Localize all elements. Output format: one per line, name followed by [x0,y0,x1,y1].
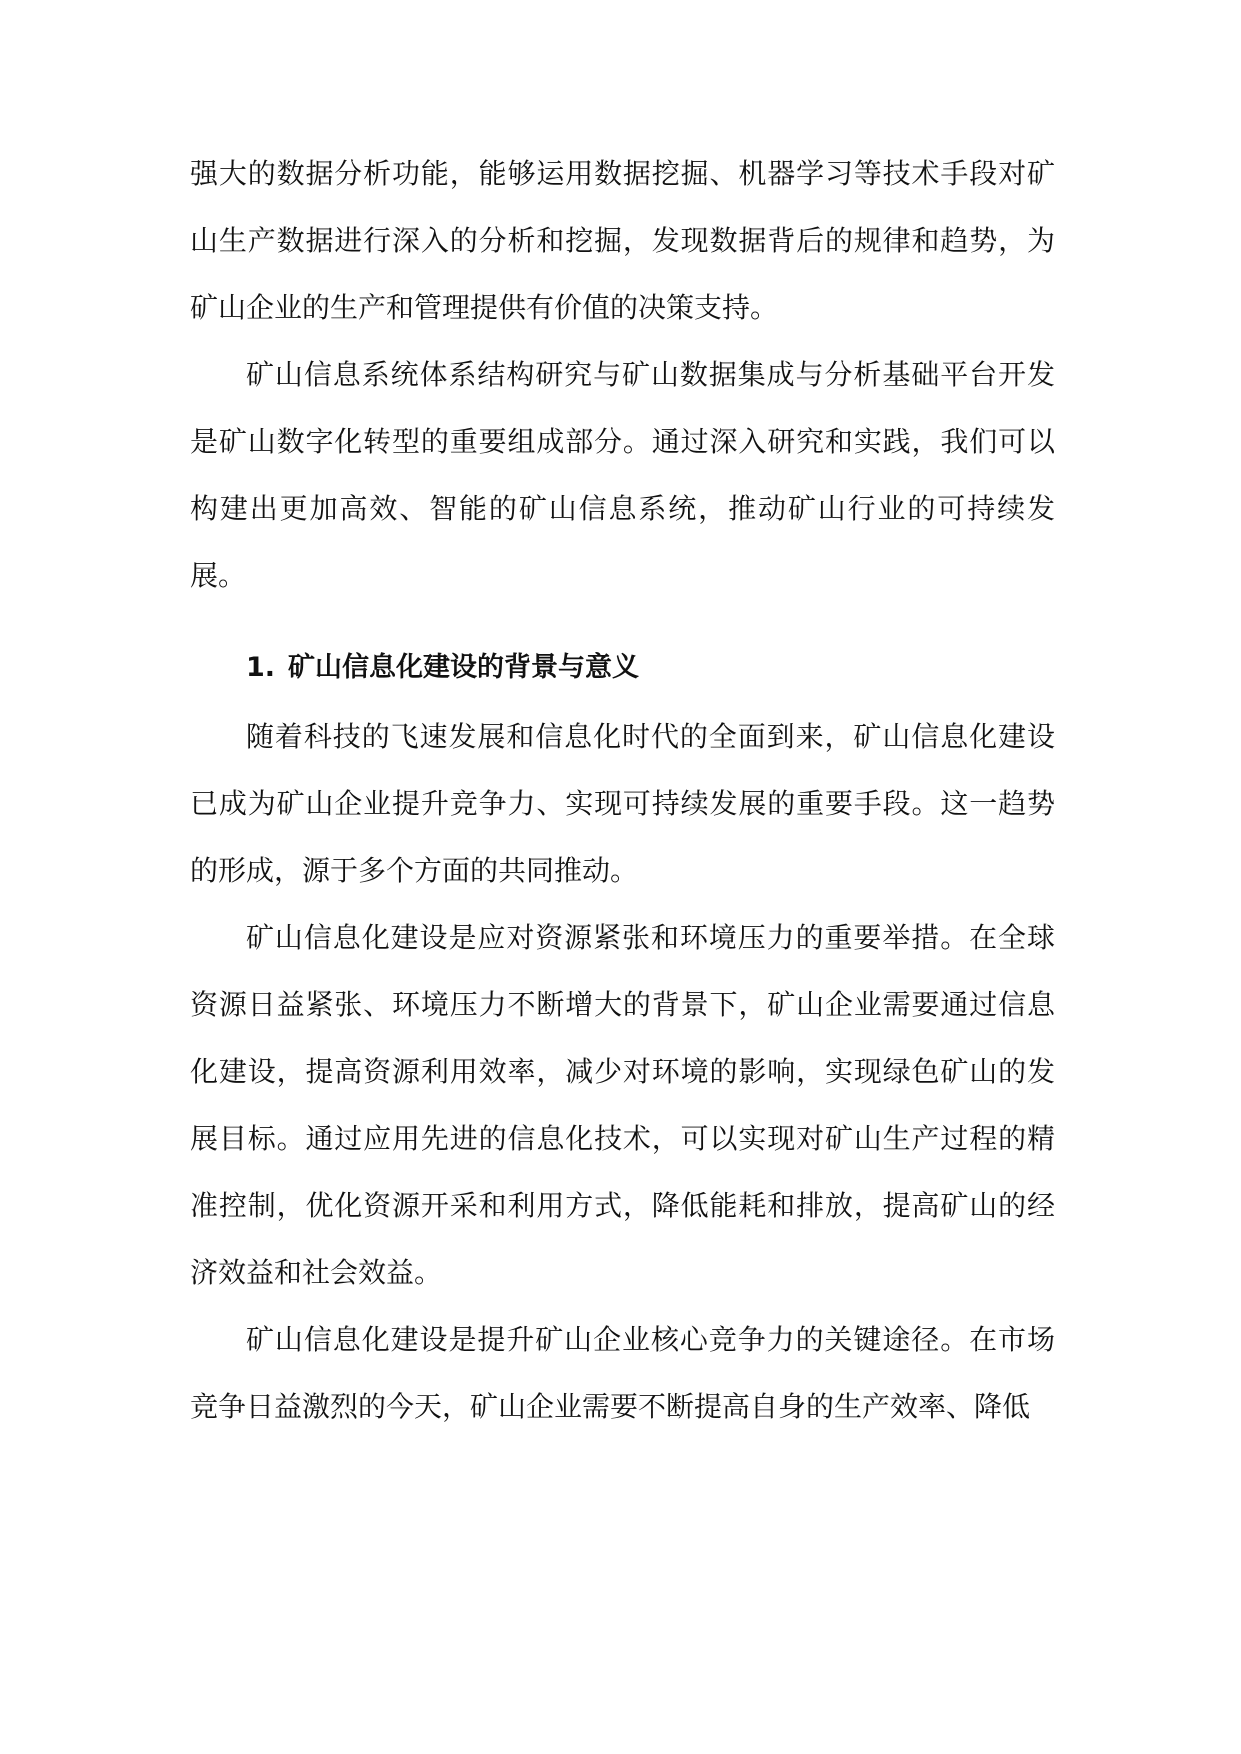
paragraph-background: 随着科技的飞速发展和信息化时代的全面到来，矿山信息化建设已成为矿山企业提升竞争力、实现可持续发展的重要手段。这一趋势的形成，源于多个方面的共同推动。 [190,720,1055,887]
paragraph-intro-continuation: 强大的数据分析功能，能够运用数据挖掘、机器学习等技术手段对矿山生产数据进行深入的分析和挖掘，发现数据背后的规律和趋势，为矿山企业的生产和管理提供有价值的决策支持。 [190,157,1055,324]
document-body [190,140,1055,1440]
paragraph-resource-pressure: 矿山信息化建设是应对资源紧张和环境压力的重要举措。在全球资源日益紧张、环境压力不断增大的背景下，矿山企业需要通过信息化建设，提高资源利用效率，减少对环境的影响，实现绿色矿山的发展目标。通过应用先进的信息化技术，可以实现对矿山生产过程的精准控制，优化资源开采和利用方式，降低能耗和排放，提高矿山的经济效益和社会效益。 [190,921,1055,1289]
section-heading [190,633,1055,703]
section-number: 1. [246,652,276,683]
paragraph-competitiveness: 矿山信息化建设是提升矿山企业核心竞争力的关键途径。在市场竞争日益激烈的今天，矿山企业需要不断提高自身的生产效率、降低 [190,1323,1055,1423]
section-title: 矿山信息化建设的背景与意义 [288,652,639,683]
paragraph-intro-summary: 矿山信息系统体系结构研究与矿山数据集成与分析基础平台开发是矿山数字化转型的重要组成部分。通过深入研究和实践，我们可以构建出更加高效、智能的矿山信息系统，推动矿山行业的可持续发展。 [190,358,1055,592]
